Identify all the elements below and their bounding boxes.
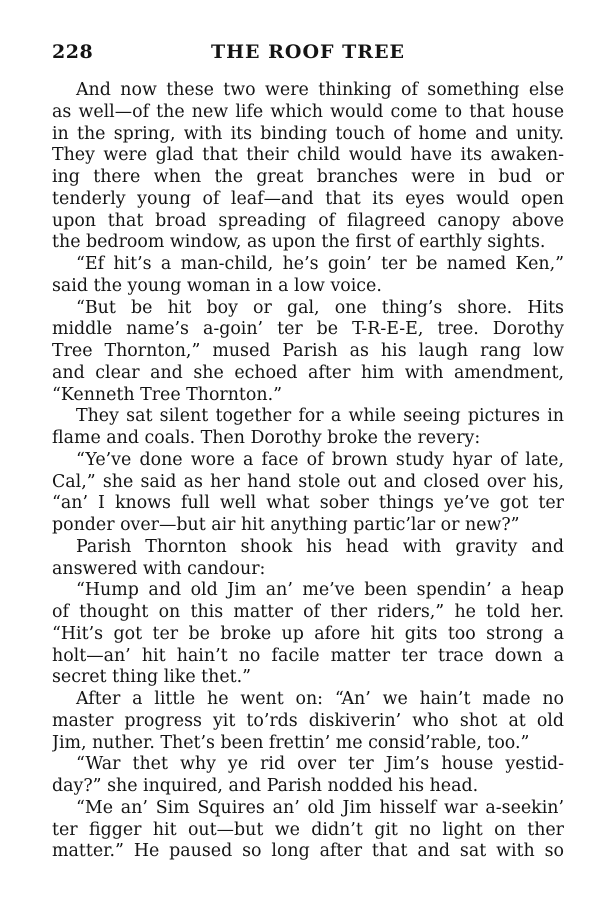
text-line: the bedroom window, as upon the first of earthly sights. xyxy=(52,232,546,253)
text-line: “Hit’s got ter be broke up afore hit gits too strong a xyxy=(52,623,564,644)
text-line: upon that broad spreading of filagreed canopy above xyxy=(52,210,564,231)
text-line: and clear and she echoed after him with amendment, xyxy=(52,362,564,383)
text-line: middle name’s a-goin’ ter be T-R-E-E, tree. Dorothy xyxy=(52,319,564,340)
text-line: ponder over—but air hit anything partic’lar or new?” xyxy=(52,515,520,535)
text-line: ing there when the great branches were in bud or xyxy=(52,167,564,187)
page-number: 228 xyxy=(52,41,94,63)
text-line: They sat silent together for a while seeing pictures in xyxy=(76,406,564,427)
text-line: of thought on this matter of ther riders,” he told her. xyxy=(52,602,564,622)
text-line: answered with candour: xyxy=(52,558,266,579)
text-line: Parish Thornton shook his head with gravity and xyxy=(76,536,564,557)
text-line: After a little he went on: “An’ we hain’t made no xyxy=(76,689,564,709)
text-line: And now these two were thinking of something else xyxy=(76,80,564,100)
text-line: day?” she inquired, and Parish nodded his head. xyxy=(52,776,479,796)
text-line: “But be hit boy or gal, one thing’s shore. Hits xyxy=(76,297,564,318)
text-line: ter figger hit out—but we didn’t git no light on ther xyxy=(52,819,564,840)
text-line: flame and coals. Then Dorothy broke the revery: xyxy=(52,428,481,448)
text-line: “an’ I knows full well what sober things ye’ve got ter xyxy=(52,493,564,514)
text-line: holt—an’ hit hain’t no facile matter ter trace down a xyxy=(52,645,564,666)
text-line: “War thet why ye rid over ter Jim’s house yestid- xyxy=(76,754,564,775)
text-line: “Hump and old Jim an’ me’ve been spendin’ a heap xyxy=(76,580,564,601)
page-header xyxy=(52,41,564,69)
text-line: Cal,” she said as her hand stole out and closed over his, xyxy=(52,471,564,492)
text-line: “Ef hit’s a man-child, he’s goin’ ter be named Ken,” xyxy=(76,254,564,274)
body-text xyxy=(52,80,564,863)
text-line: said the young woman in a low voice. xyxy=(52,275,382,296)
text-line: “Ye’ve done wore a face of brown study hyar of late, xyxy=(76,449,564,470)
text-line: “Kenneth Tree Thornton.” xyxy=(52,384,283,405)
text-line: “Me an’ Sim Squires an’ old Jim hisself war a-seekin’ xyxy=(76,797,564,818)
text-line: Jim, nuther. Thet’s been frettin’ me consid’rable, too.” xyxy=(52,732,530,753)
running-head: THE ROOF TREE xyxy=(210,41,406,63)
text-line: in the spring, with its binding touch of home and unity. xyxy=(52,123,564,144)
text-line: tenderly young of leaf—and that its eyes would open xyxy=(52,188,564,209)
text-line: matter.” He paused so long after that and sat with so xyxy=(52,841,564,862)
text-line: Tree Thornton,” mused Parish as his laugh rang low xyxy=(52,341,564,361)
text-line: secret thing like thet.” xyxy=(52,667,252,688)
text-line: master progress yit to’rds diskiverin’ who shot at old xyxy=(52,710,564,731)
text-line: They were glad that their child would have its awaken- xyxy=(52,145,564,166)
text-line: as well—of the new life which would come to that house xyxy=(52,101,564,122)
